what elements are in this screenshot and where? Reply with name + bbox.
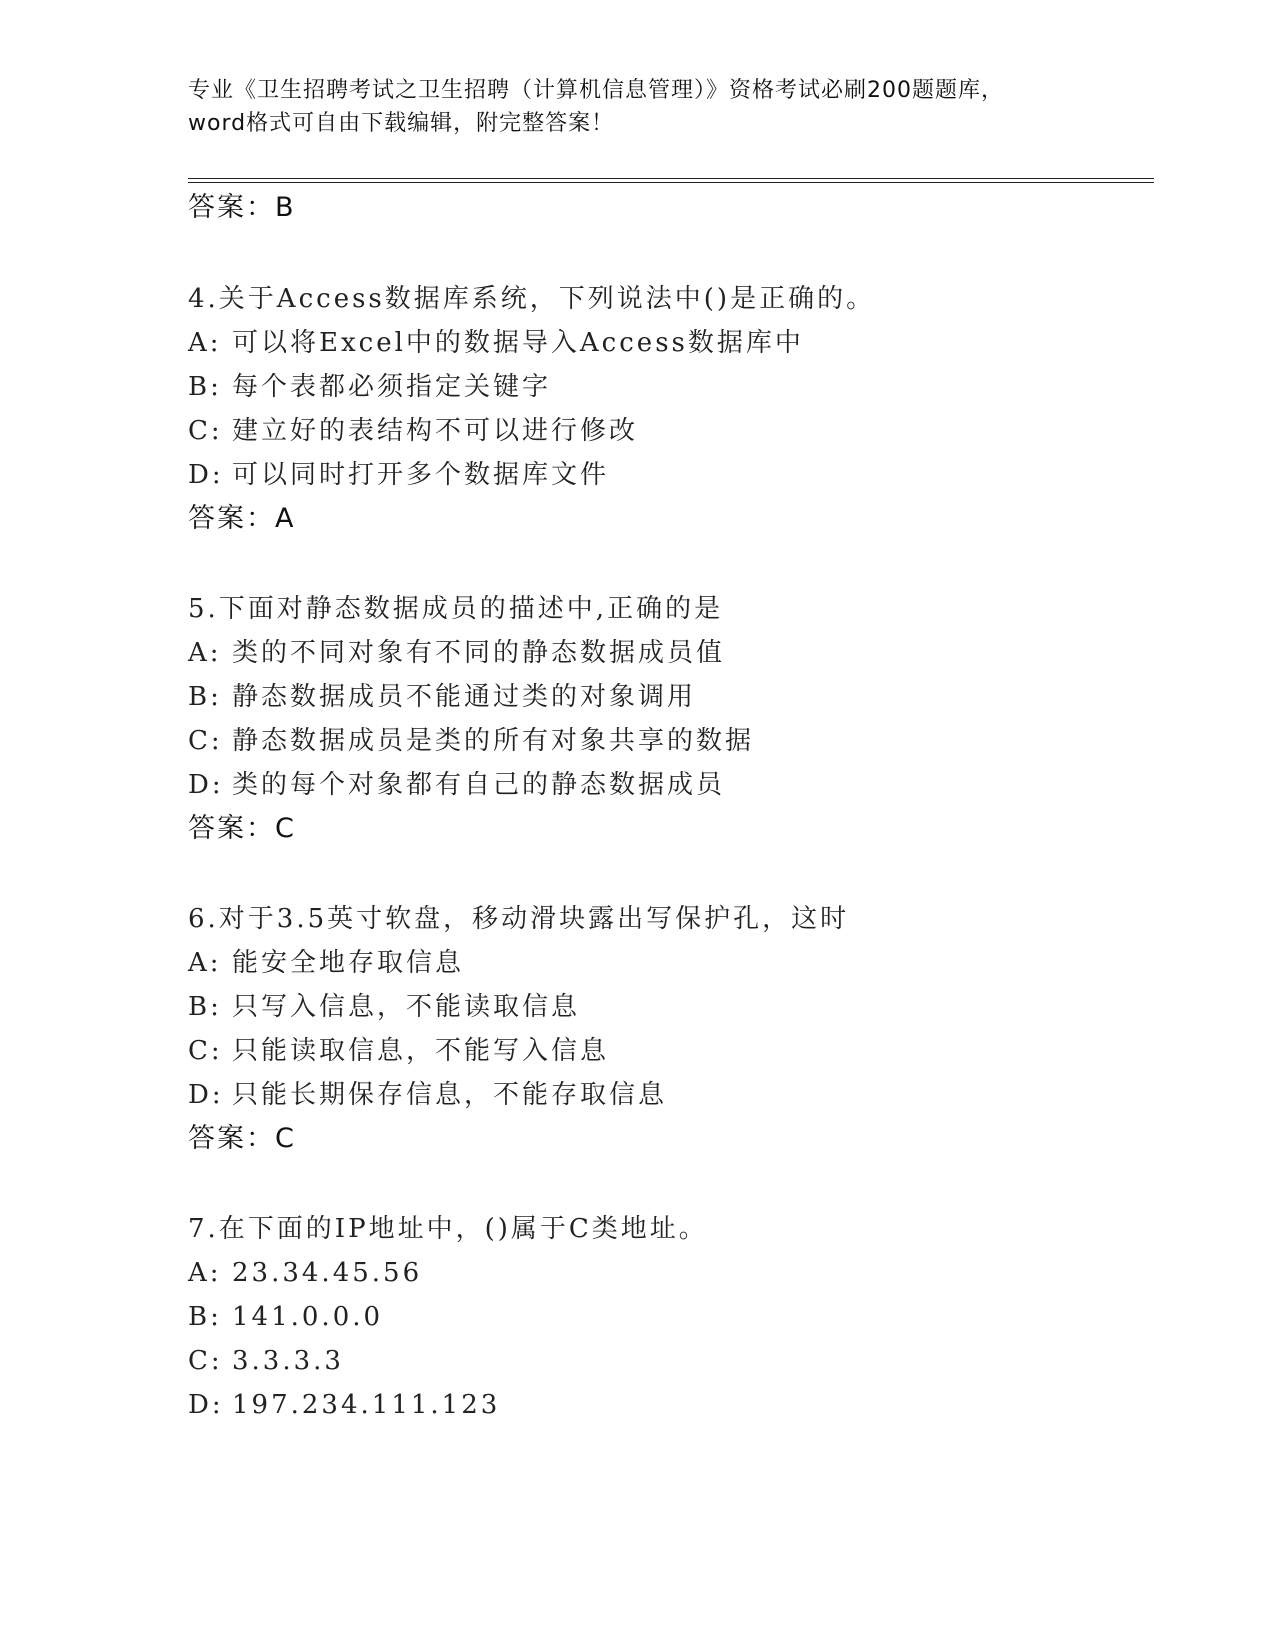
option-letter: A: <box>188 638 222 668</box>
option-text: 只写入信息，不能读取信息 <box>232 992 581 1022</box>
option-text: 只能读取信息，不能写入信息 <box>232 1036 610 1066</box>
option-text: 每个表都必须指定关键字 <box>232 372 552 402</box>
question-6-answer: 答案：C <box>188 1123 296 1154</box>
question-5-option-a <box>188 636 725 670</box>
question-6-option-a <box>188 946 464 980</box>
option-letter: A: <box>188 948 222 978</box>
option-letter: C: <box>188 1346 223 1376</box>
question-4-answer: 答案：A <box>188 503 296 534</box>
option-letter: C: <box>188 1036 223 1066</box>
question-6-option-b <box>188 990 580 1024</box>
question-7-text: 7.在下面的IP地址中，()属于C类地址。 <box>188 1214 708 1244</box>
option-text: 可以将Excel中的数据导入Access数据库中 <box>232 328 804 358</box>
option-text: 可以同时打开多个数据库文件 <box>232 460 610 490</box>
question-4-text: 4.关于Access数据库系统，下列说法中()是正确的。 <box>188 284 876 314</box>
option-letter: B: <box>188 1302 222 1332</box>
header-line-2: word格式可自由下载编辑，附完整答案！ <box>188 111 615 136</box>
option-letter: C: <box>188 726 223 756</box>
question-4-option-b <box>188 370 551 404</box>
option-letter: D: <box>188 460 224 490</box>
question-7-option-a <box>188 1256 422 1290</box>
option-text: 3.3.3.3 <box>232 1346 344 1376</box>
question-5-text: 5.下面对静态数据成员的描述中,正确的是 <box>188 594 724 624</box>
option-text: 141.0.0.0 <box>232 1302 384 1332</box>
option-letter: D: <box>188 1390 224 1420</box>
option-letter: C: <box>188 416 223 446</box>
option-text: 类的不同对象有不同的静态数据成员值 <box>232 638 726 668</box>
question-4-option-d <box>188 458 609 492</box>
option-letter: A: <box>188 328 222 358</box>
option-text: 能安全地存取信息 <box>232 948 465 978</box>
question-5-option-d <box>188 768 725 802</box>
option-text: 只能长期保存信息，不能存取信息 <box>232 1080 668 1110</box>
answer-prev: 答案：B <box>188 192 296 223</box>
option-letter: B: <box>188 372 222 402</box>
question-7-option-c <box>188 1344 344 1378</box>
question-4-option-c <box>188 414 638 448</box>
option-letter: B: <box>188 992 222 1022</box>
option-text: 197.234.111.123 <box>232 1390 501 1420</box>
question-7-option-d <box>188 1388 500 1422</box>
option-text: 静态数据成员是类的所有对象共享的数据 <box>232 726 755 756</box>
question-6-option-c <box>188 1034 609 1068</box>
option-text: 23.34.45.56 <box>232 1258 423 1288</box>
question-5-option-c <box>188 724 754 758</box>
header-line-1: 专业《卫生招聘考试之卫生招聘（计算机信息管理）》资格考试必刷200题题库， <box>188 78 1004 103</box>
option-letter: D: <box>188 770 224 800</box>
option-letter: D: <box>188 1080 224 1110</box>
option-text: 静态数据成员不能通过类的对象调用 <box>232 682 697 712</box>
header-divider-top <box>188 178 1154 179</box>
option-text: 类的每个对象都有自己的静态数据成员 <box>232 770 726 800</box>
option-text: 建立好的表结构不可以进行修改 <box>232 416 639 446</box>
question-5-answer: 答案：C <box>188 813 296 844</box>
header-divider-bottom <box>188 182 1154 183</box>
option-letter: A: <box>188 1258 222 1288</box>
document-header <box>188 74 1088 140</box>
question-6-option-d <box>188 1078 667 1112</box>
question-4-option-a <box>188 326 804 360</box>
question-5-option-b <box>188 680 696 714</box>
question-6-text: 6.对于3.5英寸软盘，移动滑块露出写保护孔，这时 <box>188 904 850 934</box>
question-7-option-b <box>188 1300 383 1334</box>
option-letter: B: <box>188 682 222 712</box>
